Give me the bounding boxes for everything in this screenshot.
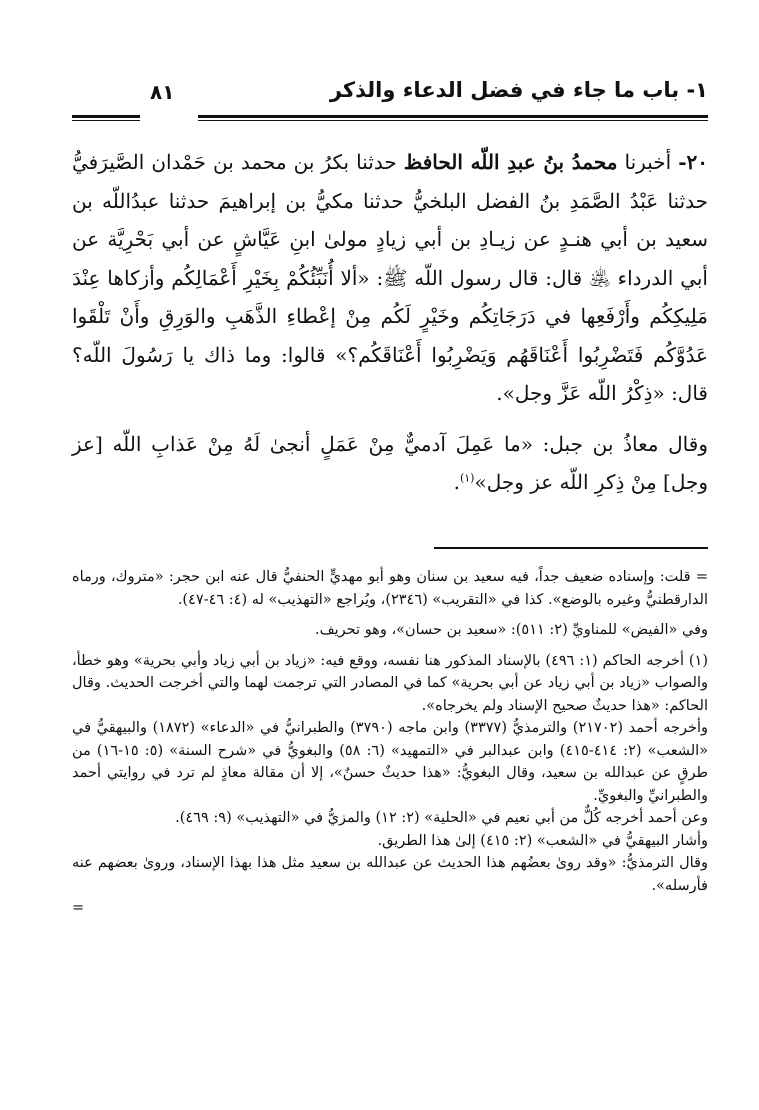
hadith-number: ٢٠- (678, 150, 709, 174)
muadh-paragraph (72, 425, 708, 502)
footnote-marker: (١) (459, 471, 475, 485)
page-number: ٨١ (150, 80, 175, 104)
muadh-quote: وقال معاذُ بن جبل: «ما عَمِلَ آدميٌّ مِنْ عَمَلٍ أنجىٰ لَهُ مِنْ عَذابِ اللّه [عز وجل] مِنْ ذِكرِ اللّه عز وجل» (72, 431, 708, 494)
header-rule-right-thick (198, 115, 708, 118)
footnote-1-e: وقال الترمذيُّ: «وقد روىٰ بعضُهم هذا الحديث عن عبدالله بن سعيد مثل هذا بهذا الإسناد، وروىٰ بعضهم عنه فأرسله». (72, 855, 708, 894)
main-text (72, 143, 708, 502)
header-rule-right-thin (198, 120, 708, 121)
footnote-1-b: وأخرجه أحمد (٢١٧٠٢) والترمذيُّ (٣٣٧٧) وابن ماجه (٣٧٩٠) والطبرانيُّ في «الدعاء» (١٨٧٢) والبيهقيُّ في «الشعب» (٢: ٤١٤-٤١٥) وابن عبدالبر في «التمهيد» (٦: ٥٨) والبغويُّ في «شرح السنة» (٥: ١٥-١٦) من طرقٍ عن عبدالله بن سعيد، وقال البغويُّ: «هذا حديثٌ حسنٌ»، إلا أن مقالة معاذٍ لم ترد في روايتي أحمد والطبرانيِّ والبغويِّ. (72, 720, 709, 804)
footnote-1-d: وأشار البيهقيُّ في «الشعب» (٢: ٤١٥) إلىٰ هذا الطريق. (377, 832, 708, 849)
hadith-paragraph (72, 143, 708, 413)
footnote-continues-mark: = (72, 900, 85, 916)
footnote-separator (434, 547, 708, 549)
running-header (72, 78, 708, 112)
header-rule-left-thick (72, 115, 140, 118)
footnote-continued-2: وفي «الفيض» للمناويِّ (٢: ٥١١): «سعيد بن حسان»، وهو تحريف. (315, 622, 708, 638)
hadith-body: حدثنا بكرُ بن محمد بن حَمْدان الصَّيرَفيُّ حدثنا عَبْدُ الصَّمَدِ بنُ الفضل البلخيُّ حدثنا مكيُّ بن إبراهيمَ حدثنا عبدُاللّه بن سعيد بن أبي هنـدٍ عن زيـادِ بن أبي زيادٍ مولىٰ ابنِ عَيَّاشٍ عن أبي بَحْرِيَّة عن أبي الدرداء ﵁ قال: قال رسول اللّه ﷺ: «ألا أُنَبِّئُكُمْ بِخَيْرِ أَعْمَالِكُم وأزكاها عِنْدَ مَلِيكِكُم وأَرْفَعِها في دَرَجَاتِكُم وخَيْرٍ لَكُم مِنْ إعْطاءِ الذَّهَبِ والوَرِقِ وأَنْ تَلْقَوا عَدُوَّكُم فَتَضْرِبُوا أَعْنَاقَهُم وَيَضْرِبُوا أَعْنَاقَكُم؟» قالوا: وما ذاك يا رَسُولَ اللّه؟ قال: «ذِكْرُ اللّه عَزَّ وجل». (72, 150, 708, 405)
muadh-end: . (453, 470, 460, 494)
header-rule-left-thin (72, 120, 140, 121)
footnote-1-a: (١) أخرجه الحاكم (١: ٤٩٦) بالإسناد المذكور هنا نفسه، ووقع فيه: «زياد بن أبي زياد وأبي بحرية» وهو خطأ، والصواب «زياد بن أبي زياد عن أبي بحرية» كما في المصادر التي ترجمت لهما والتي أخرجت الحديث. وقال الحاكم: «هذا حديثٌ صحيح الإسناد ولم يخرجاه». (72, 652, 708, 714)
chapter-title: ١- باب ما جاء في فضل الدعاء والذكر (329, 78, 708, 102)
hadith-narrator: محمدُ بنُ عبدِ اللّه الحافظ (403, 150, 618, 174)
footnote-1-c: وعن أحمد أخرجه كُلٌّ من أبي نعيم في «الحلية» (٢: ١٢) والمزيُّ في «التهذيب» (٩: ٤٦٩). (175, 810, 708, 826)
hadith-intro: أخبرنا (624, 150, 672, 174)
footnote-continued-1: = قلت: وإسناده ضعيف جداً، فيه سعيد بن سنان وهو أبو مهديٍّ الحنفيُّ قال عنه ابن حجر: «متروك، ورماه الدارقطنيُّ وغيره بالوضع». كذا في «التقريب» (٢٣٤٦)، ويُراجع «التهذيب» له (٤: ٤٦-٤٧). (72, 569, 708, 608)
footnotes (72, 566, 708, 920)
